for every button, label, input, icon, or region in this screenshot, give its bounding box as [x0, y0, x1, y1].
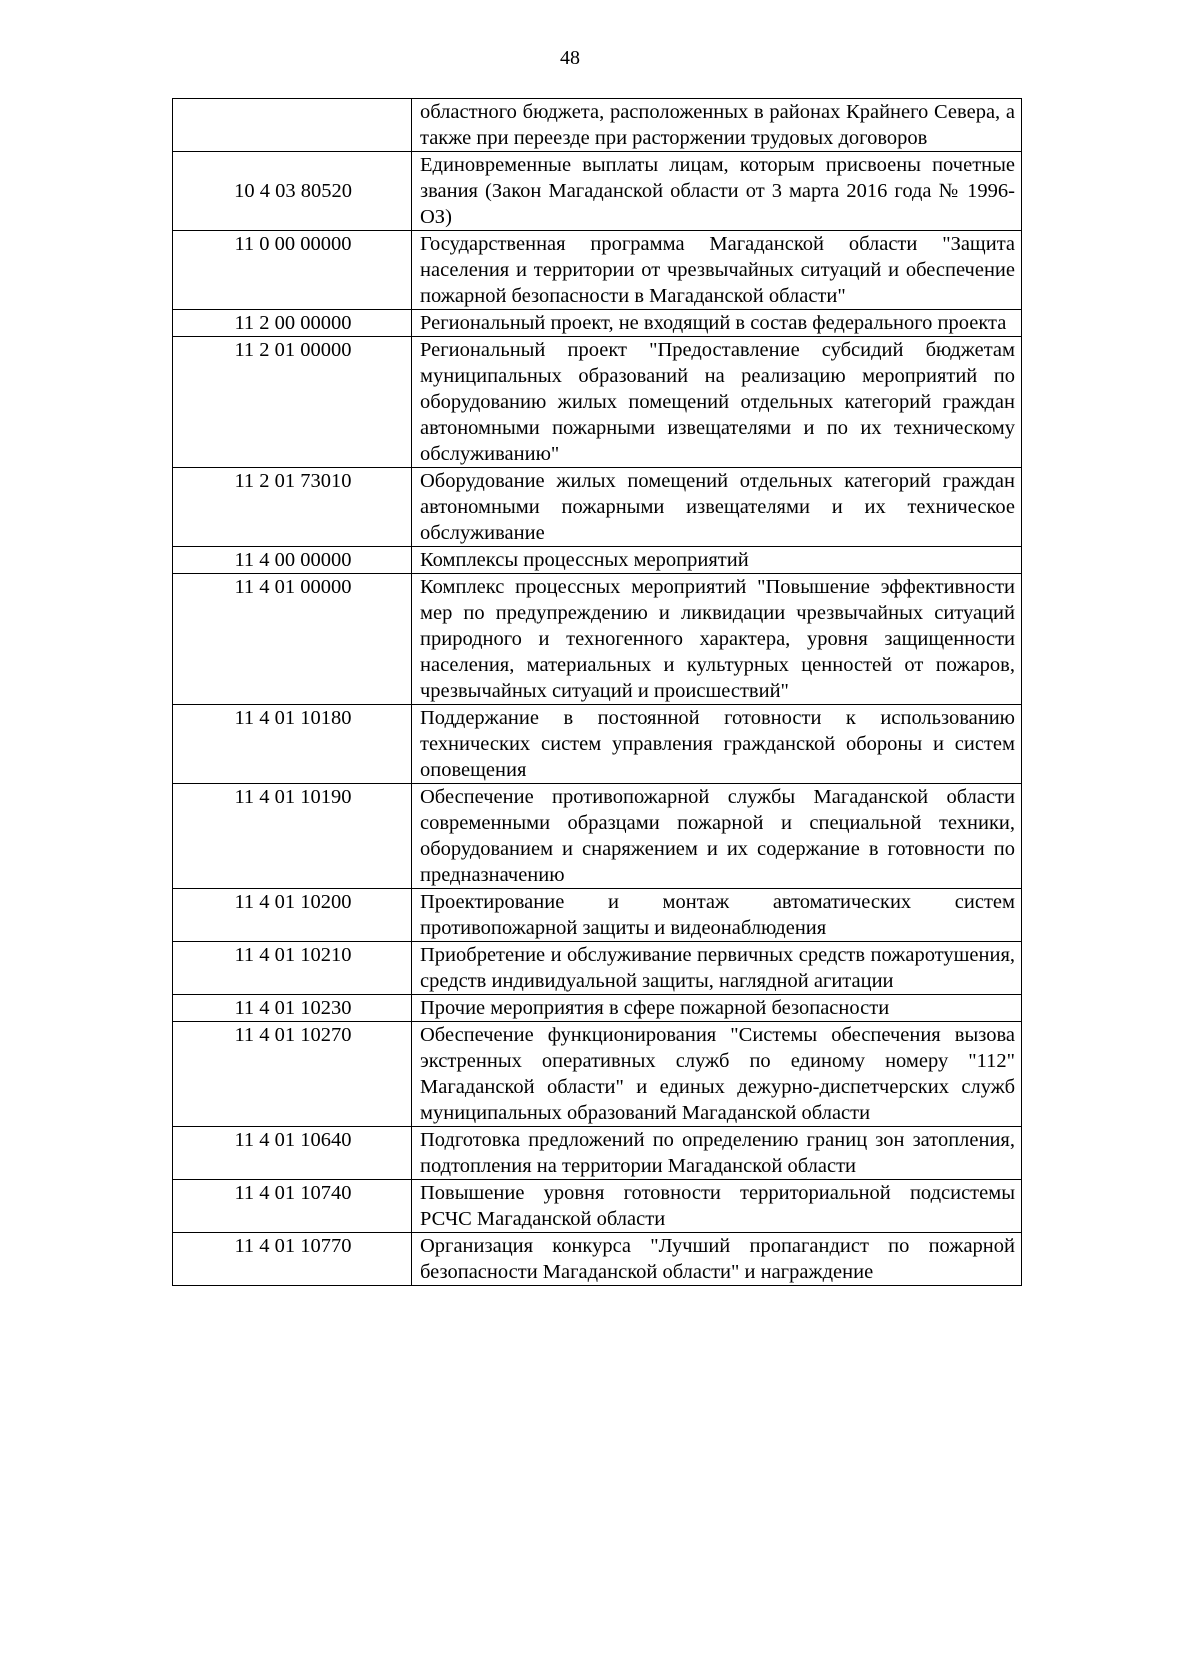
- row-description: Комплексы процессных мероприятий: [412, 547, 1022, 574]
- row-description: Поддержание в постоянной готовности к использованию технических систем управления гражданской обороны и систем оповещения: [412, 705, 1022, 784]
- page-number: 48: [560, 47, 580, 69]
- table-row: [173, 310, 1022, 337]
- table-row: [173, 574, 1022, 705]
- table-row: [173, 942, 1022, 995]
- table-row: [173, 231, 1022, 310]
- row-description: Подготовка предложений по определению границ зон затопления, подтопления на территории Магаданской области: [412, 1127, 1022, 1180]
- row-description: областного бюджета, расположенных в районах Крайнего Севера, а также при переезде при расторжении трудовых договоров: [412, 99, 1022, 152]
- row-description: Обеспечение противопожарной службы Магаданской области современными образцами пожарной и специальной техники, оборудованием и снаряжением и их содержание в готовности по предназначению: [412, 784, 1022, 889]
- row-description: Проектирование и монтаж автоматических систем противопожарной защиты и видеонаблюдения: [412, 889, 1022, 942]
- table-row: [173, 889, 1022, 942]
- row-description: Прочие мероприятия в сфере пожарной безопасности: [412, 995, 1022, 1022]
- row-description: Повышение уровня готовности территориальной подсистемы РСЧС Магаданской области: [412, 1180, 1022, 1233]
- table-row: [173, 1233, 1022, 1286]
- table-row: [173, 784, 1022, 889]
- row-code: [173, 99, 412, 152]
- table-row: [173, 1180, 1022, 1233]
- table-row: [173, 337, 1022, 468]
- table-row: [173, 152, 1022, 231]
- row-code: 11 2 00 00000: [173, 310, 412, 337]
- row-description: Обеспечение функционирования "Системы обеспечения вызова экстренных оперативных служб по единому номеру "112" Магаданской области" и единых дежурно-диспетчерских служб муниципальных образований Магаданской области: [412, 1022, 1022, 1127]
- row-description: Комплекс процессных мероприятий "Повышение эффективности мер по предупреждению и ликвидации чрезвычайных ситуаций природного и техногенного характера, уровня защищенности населения, материальных и культурных ценностей от пожаров, чрезвычайных ситуаций и происшествий": [412, 574, 1022, 705]
- row-code: 11 4 01 10270: [173, 1022, 412, 1127]
- table-row: [173, 468, 1022, 547]
- row-code: 11 2 01 73010: [173, 468, 412, 547]
- row-description: Организация конкурса "Лучший пропагандист по пожарной безопасности Магаданской области" и награждение: [412, 1233, 1022, 1286]
- table-row: [173, 705, 1022, 784]
- row-description: Приобретение и обслуживание первичных средств пожаротушения, средств индивидуальной защиты, наглядной агитации: [412, 942, 1022, 995]
- row-code: 11 0 00 00000: [173, 231, 412, 310]
- row-description: Государственная программа Магаданской области "Защита населения и территории от чрезвычайных ситуаций и обеспечение пожарной безопасности в Магаданской области": [412, 231, 1022, 310]
- row-code: 11 2 01 00000: [173, 337, 412, 468]
- table-row: [173, 1127, 1022, 1180]
- row-code: 11 4 01 10740: [173, 1180, 412, 1233]
- row-description: Единовременные выплаты лицам, которым присвоены почетные звания (Закон Магаданской области от 3 марта 2016 года № 1996-ОЗ): [412, 152, 1022, 231]
- row-code: 11 4 01 10640: [173, 1127, 412, 1180]
- table-row: [173, 1022, 1022, 1127]
- table-row: [173, 99, 1022, 152]
- row-code: 11 4 01 00000: [173, 574, 412, 705]
- table-row: [173, 995, 1022, 1022]
- row-code: 11 4 01 10180: [173, 705, 412, 784]
- table-row: [173, 547, 1022, 574]
- row-code: 11 4 01 10770: [173, 1233, 412, 1286]
- row-code: 10 4 03 80520: [173, 152, 412, 231]
- row-description: Оборудование жилых помещений отдельных категорий граждан автономными пожарными извещателями и их техническое обслуживание: [412, 468, 1022, 547]
- row-code: 11 4 01 10190: [173, 784, 412, 889]
- row-code: 11 4 01 10230: [173, 995, 412, 1022]
- row-description: Региональный проект, не входящий в состав федерального проекта: [412, 310, 1022, 337]
- row-code: 11 4 00 00000: [173, 547, 412, 574]
- budget-classification-table: [172, 98, 1022, 1286]
- row-code: 11 4 01 10210: [173, 942, 412, 995]
- row-code: 11 4 01 10200: [173, 889, 412, 942]
- row-description: Региональный проект "Предоставление субсидий бюджетам муниципальных образований на реализацию мероприятий по оборудованию жилых помещений отдельных категорий граждан автономными пожарными извещателями и по их техническому обслуживанию": [412, 337, 1022, 468]
